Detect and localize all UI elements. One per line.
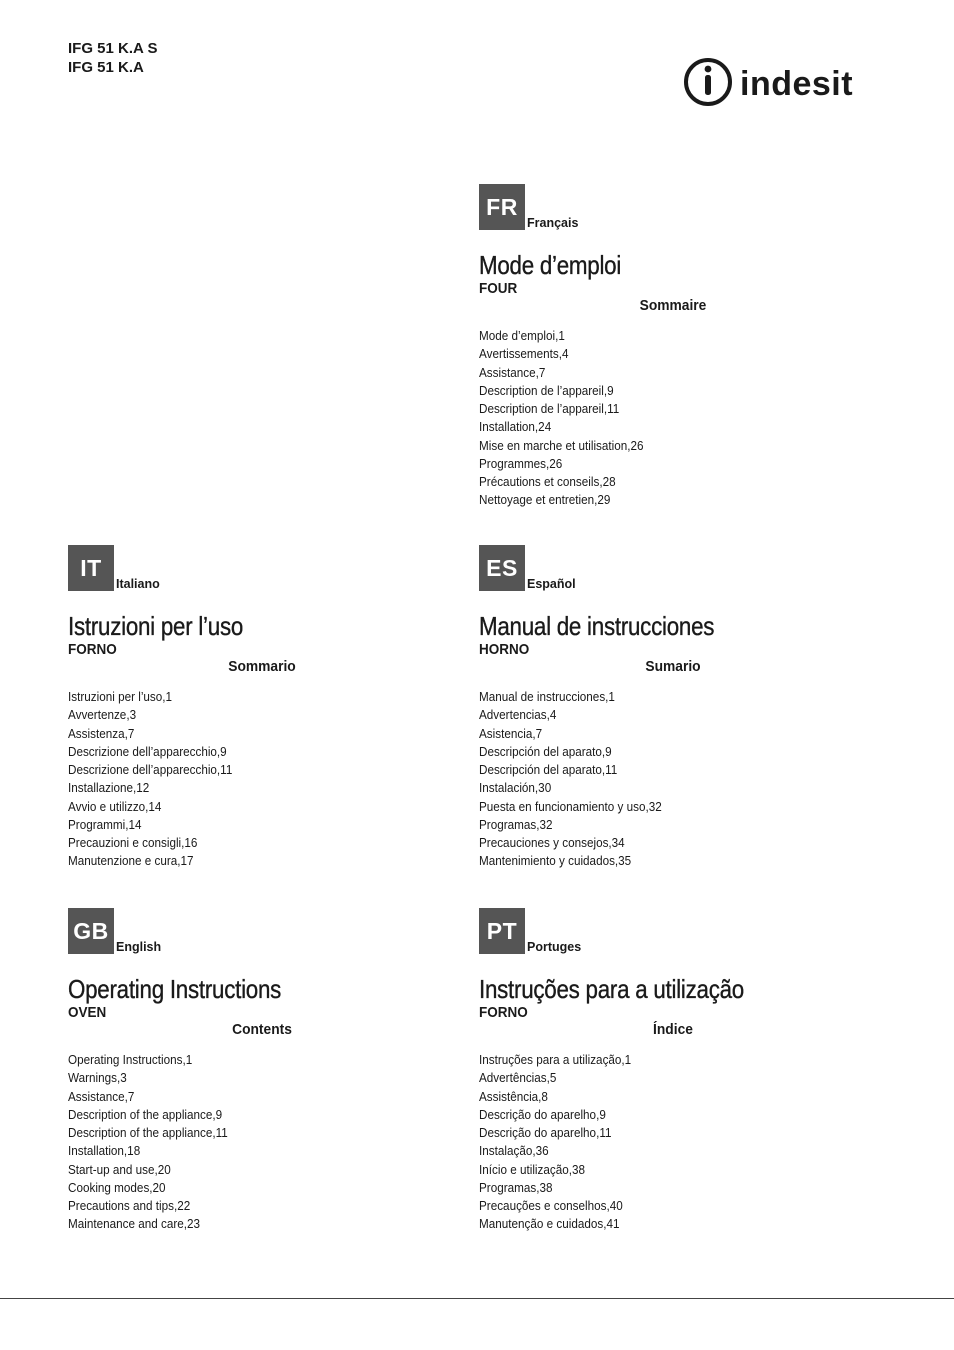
manual-title: Mode d’emploi	[479, 250, 622, 280]
appliance-type: OVEN	[68, 1004, 107, 1021]
toc-item: Installazione,12	[68, 780, 150, 796]
section-gb	[68, 908, 488, 1234]
toc-item: Puesta en funcionamiento y uso,32	[479, 798, 662, 814]
toc-item: Installation,24	[479, 419, 552, 435]
language-badge: PT	[479, 908, 525, 954]
brand-wordmark: indesit	[740, 65, 854, 103]
toc-item: Avertissements,4	[479, 346, 569, 362]
toc-item: Avvio e utilizzo,14	[68, 798, 162, 814]
language-name: English	[116, 940, 162, 954]
model-number: IFG 51 K.A S	[68, 40, 158, 57]
table-of-contents	[479, 1051, 899, 1234]
table-of-contents	[68, 1051, 488, 1234]
toc-item: Programmes,26	[479, 455, 563, 471]
toc-item: Descripción del aparato,11	[479, 762, 618, 777]
toc-item: Assistência,8	[479, 1088, 548, 1104]
toc-item: Assistance,7	[479, 364, 546, 380]
toc-item: Descrizione dell’apparecchio,9	[68, 743, 227, 759]
language-name: Español	[527, 577, 576, 591]
model-numbers	[68, 39, 157, 77]
toc-item: Operating Instructions,1	[68, 1052, 193, 1067]
toc-item: Mantenimiento y cuidados,35	[479, 853, 632, 869]
toc-item: Installation,18	[68, 1143, 141, 1159]
table-of-contents	[479, 688, 899, 871]
section-fr	[479, 184, 899, 510]
toc-heading: Índice	[653, 1021, 693, 1038]
appliance-type: FORNO	[68, 641, 117, 658]
toc-item: Precauciones y consejos,34	[479, 835, 625, 850]
toc-item: Início e utilização,38	[479, 1161, 586, 1177]
toc-item: Advertências,5	[479, 1070, 557, 1086]
manual-title: Instruções para a utilização	[479, 974, 744, 1004]
toc-item: Programas,32	[479, 816, 553, 832]
toc-item: Programas,38	[479, 1179, 553, 1195]
toc-item: Assistenza,7	[68, 725, 135, 741]
toc-item: Descrição do aparelho,9	[479, 1106, 606, 1122]
table-of-contents	[68, 688, 488, 871]
manual-title: Manual de instrucciones	[479, 611, 715, 641]
table-of-contents	[479, 327, 899, 510]
section-es	[479, 545, 899, 871]
toc-heading: Sumario	[645, 658, 701, 675]
toc-item: Manutenção e cuidados,41	[479, 1216, 620, 1232]
toc-item: Asistencia,7	[479, 725, 543, 741]
toc-item: Warnings,3	[68, 1070, 127, 1086]
toc-item: Nettoyage et entretien,29	[479, 492, 611, 508]
appliance-type: HORNO	[479, 641, 530, 658]
toc-item: Maintenance and care,23	[68, 1216, 201, 1232]
appliance-type: FOUR	[479, 280, 518, 297]
toc-item: Descripción del aparato,9	[479, 743, 612, 759]
toc-item: Precautions and tips,22	[68, 1198, 191, 1213]
language-badge: IT	[68, 545, 114, 591]
toc-item: Instalación,30	[479, 780, 552, 796]
bottom-divider	[0, 1298, 954, 1299]
toc-item: Avvertenze,3	[68, 707, 137, 723]
toc-item: Istruzioni per l’uso,1	[68, 689, 173, 704]
toc-item: Advertencias,4	[479, 707, 557, 723]
toc-item: Cooking modes,20	[68, 1179, 166, 1195]
appliance-type: FORNO	[479, 1004, 528, 1021]
toc-item: Descrição do aparelho,11	[479, 1125, 612, 1140]
toc-item: Manutenzione e cura,17	[68, 853, 194, 869]
indesit-logo	[684, 56, 874, 108]
toc-heading: Sommario	[228, 658, 296, 675]
toc-item: Instalação,36	[479, 1143, 549, 1159]
toc-item: Manual de instrucciones,1	[479, 689, 615, 704]
toc-item: Precauzioni e consigli,16	[68, 835, 198, 850]
toc-item: Mode d’emploi,1	[479, 328, 565, 343]
toc-item: Assistance,7	[68, 1088, 135, 1104]
language-name: Portuges	[527, 940, 582, 954]
toc-item: Description de l’appareil,11	[479, 401, 620, 416]
language-name: Italiano	[116, 577, 160, 591]
toc-item: Description de l’appareil,9	[479, 382, 614, 398]
toc-heading: Contents	[232, 1021, 292, 1038]
model-number: IFG 51 K.A	[68, 59, 144, 76]
toc-item: Description of the appliance,9	[68, 1106, 223, 1122]
toc-item: Precauções e conselhos,40	[479, 1198, 623, 1213]
section-it	[68, 545, 488, 871]
toc-item: Start-up and use,20	[68, 1161, 171, 1177]
toc-item: Description of the appliance,11	[68, 1125, 228, 1140]
toc-item: Instruções para a utilização,1	[479, 1052, 632, 1067]
toc-item: Mise en marche et utilisation,26	[479, 437, 644, 453]
toc-item: Programmi,14	[68, 816, 142, 832]
manual-title: Operating Instructions	[68, 974, 282, 1004]
language-badge: ES	[479, 545, 525, 591]
language-badge: GB	[68, 908, 114, 954]
toc-item: Précautions et conseils,28	[479, 474, 616, 489]
toc-heading: Sommaire	[639, 297, 707, 314]
toc-item: Descrizione dell’apparecchio,11	[68, 762, 233, 777]
section-pt	[479, 908, 899, 1234]
language-badge: FR	[479, 184, 525, 230]
language-name: Français	[527, 216, 579, 230]
manual-title: Istruzioni per l’uso	[68, 611, 244, 641]
